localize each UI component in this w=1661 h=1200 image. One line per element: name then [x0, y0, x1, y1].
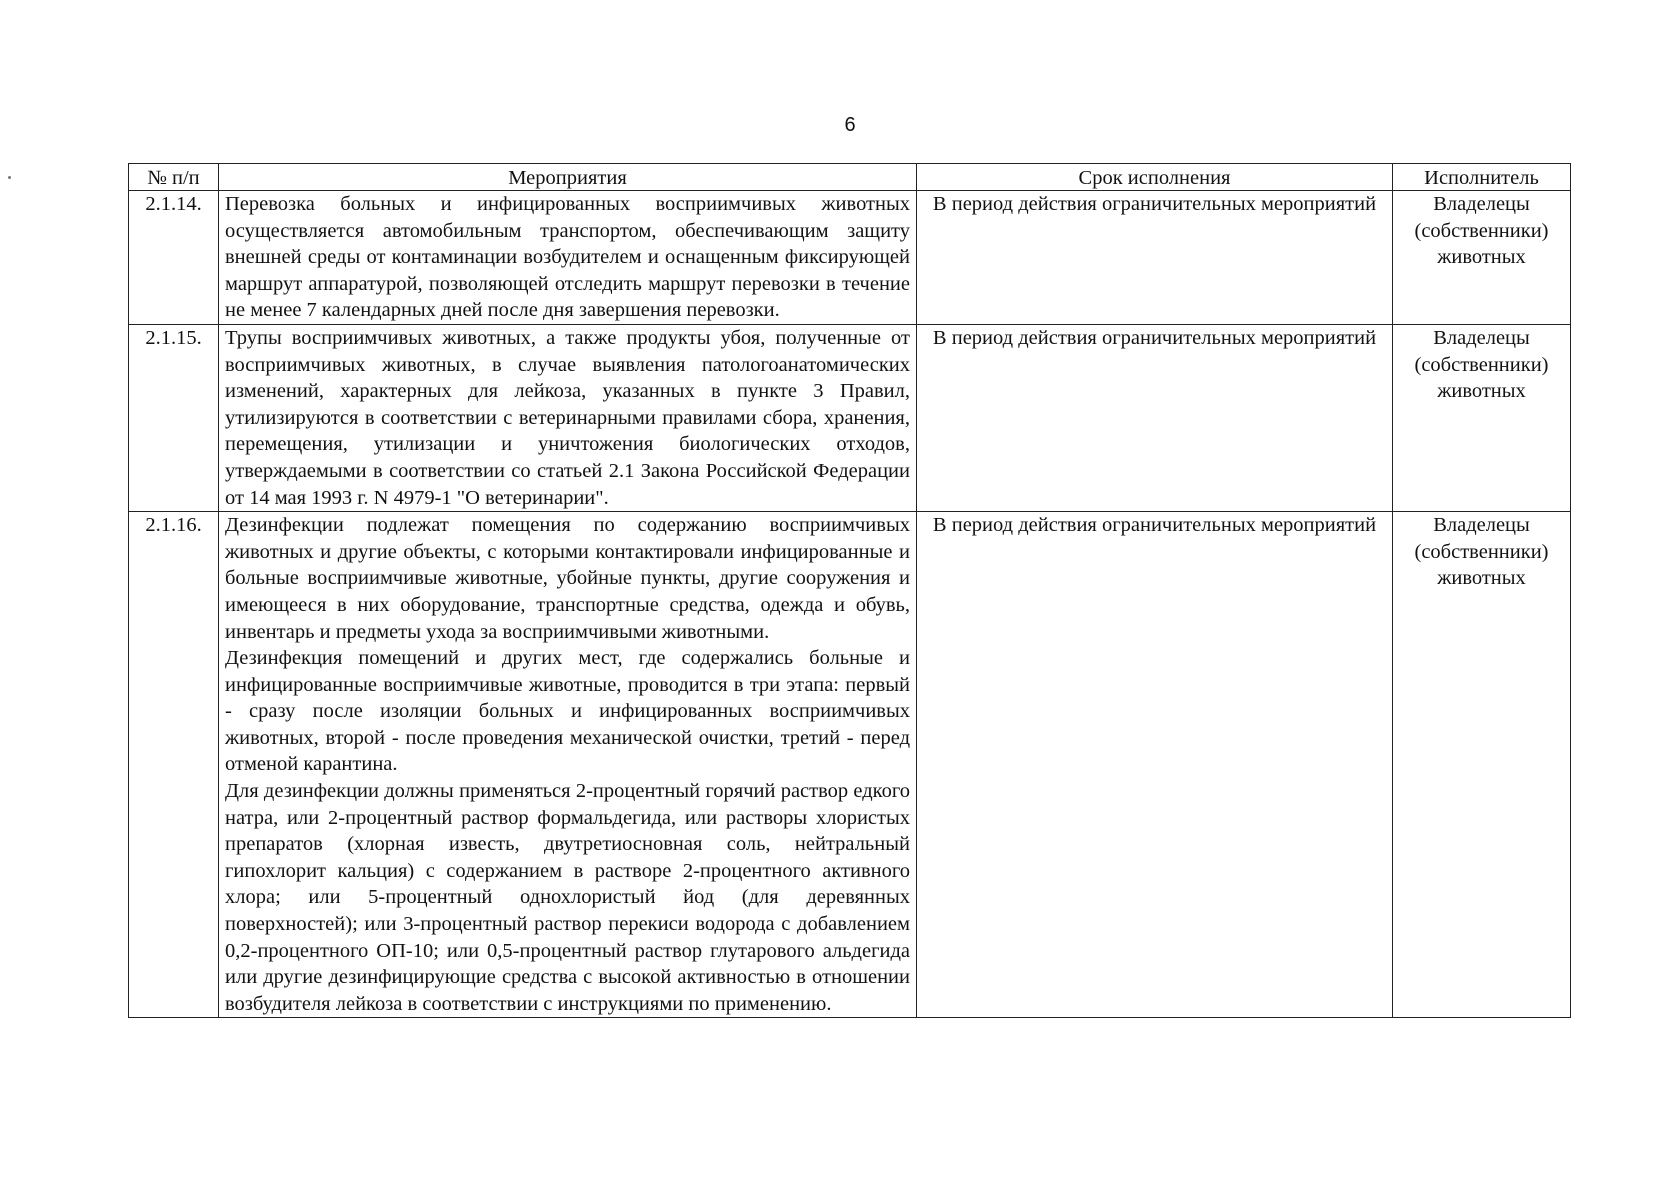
- table-row: [129, 191, 1571, 325]
- activity-paragraph: Перевозка больных и инфицированных восприимчивых животных осуществляется автомобильным транспортом, обеспечивающим защиту внешней среды от контаминации возбудителем и оснащенным фиксирующей маршрут аппаратурой, позволяющей отследить маршрут перевозки в течение не менее 7 календарных дней после дня завершения перевозки.: [225, 193, 910, 322]
- activity-paragraph: Для дезинфекции должны применяться 2-процентный горячий раствор едкого натра, или 2-процентный раствор формальдегида, или растворы хлористых препаратов (хлорная известь, двутретиосновная соль, нейтральный гипохлорит кальция) с содержанием в растворе 2-процентного активного хлора; или 5-процентный однохлористый йод (для деревянных поверхностей); или 3-процентный раствор перекиси водорода с добавлением 0,2-процентного ОП-10; или 0,5-процентный раствор глутарового альдегида или другие дезинфицирующие средства с высокой активностью в отношении возбудителя лейкоза в соответствии с инструкциями по применению.: [225, 780, 910, 1015]
- scan-speck: [8, 176, 11, 179]
- activity-paragraph: Трупы восприимчивых животных, а также продукты убоя, полученные от восприимчивых животных, в случае выявления патологоанатомических изменений, характерных для лейкоза, указанных в пункте 3 Правил, утилизируются в соответствии с ветеринарными правилами сбора, хранения, перемещения, утилизации и уничтожения биологических отходов, утверждаемыми в соответствии со статьей 2.1 Закона Российской Федерации от 14 мая 1993 г. N 4979-1 "О ветеринарии".: [225, 326, 910, 509]
- row-executor: Владелецы (собственники) животных: [1393, 191, 1571, 325]
- row-term: В период действия ограничительных мероприятий: [917, 191, 1393, 325]
- row-activity: [219, 512, 917, 1018]
- page-number: 6: [844, 114, 856, 136]
- row-executor: Владелецы (собственники) животных: [1393, 324, 1571, 511]
- measures-table: [128, 163, 1571, 1018]
- header-activity: Мероприятия: [219, 164, 917, 191]
- row-number: 2.1.16.: [129, 512, 219, 1018]
- row-term: В период действия ограничительных мероприятий: [917, 324, 1393, 511]
- row-number: 2.1.15.: [129, 324, 219, 511]
- table-header-row: [129, 164, 1571, 191]
- row-number: 2.1.14.: [129, 191, 219, 325]
- row-term: В период действия ограничительных мероприятий: [917, 512, 1393, 1018]
- activity-paragraph: Дезинфекции подлежат помещения по содержанию восприимчивых животных и другие объекты, с которыми контактировали инфицированные и больные восприимчивые животные, убойные пункты, другие сооружения и имеющееся в них оборудование, транспортные средства, одежда и обувь, инвентарь и предметы ухода за восприимчивыми животными.: [225, 514, 910, 643]
- table-row: [129, 324, 1571, 511]
- table-row: [129, 512, 1571, 1018]
- row-activity: [219, 324, 917, 511]
- row-activity: [219, 191, 917, 325]
- header-num: № п/п: [129, 164, 219, 191]
- header-executor: Исполнитель: [1393, 164, 1571, 191]
- activity-paragraph: Дезинфекция помещений и других мест, где содержались больные и инфицированные восприимчивые животные, проводится в три этапа: первый - сразу после изоляции больных и инфицированных восприимчивых животных, второй - после проведения механической очистки, третий - перед отменой карантина.: [225, 647, 910, 776]
- header-term: Срок исполнения: [917, 164, 1393, 191]
- row-executor: Владелецы (собственники) животных: [1393, 512, 1571, 1018]
